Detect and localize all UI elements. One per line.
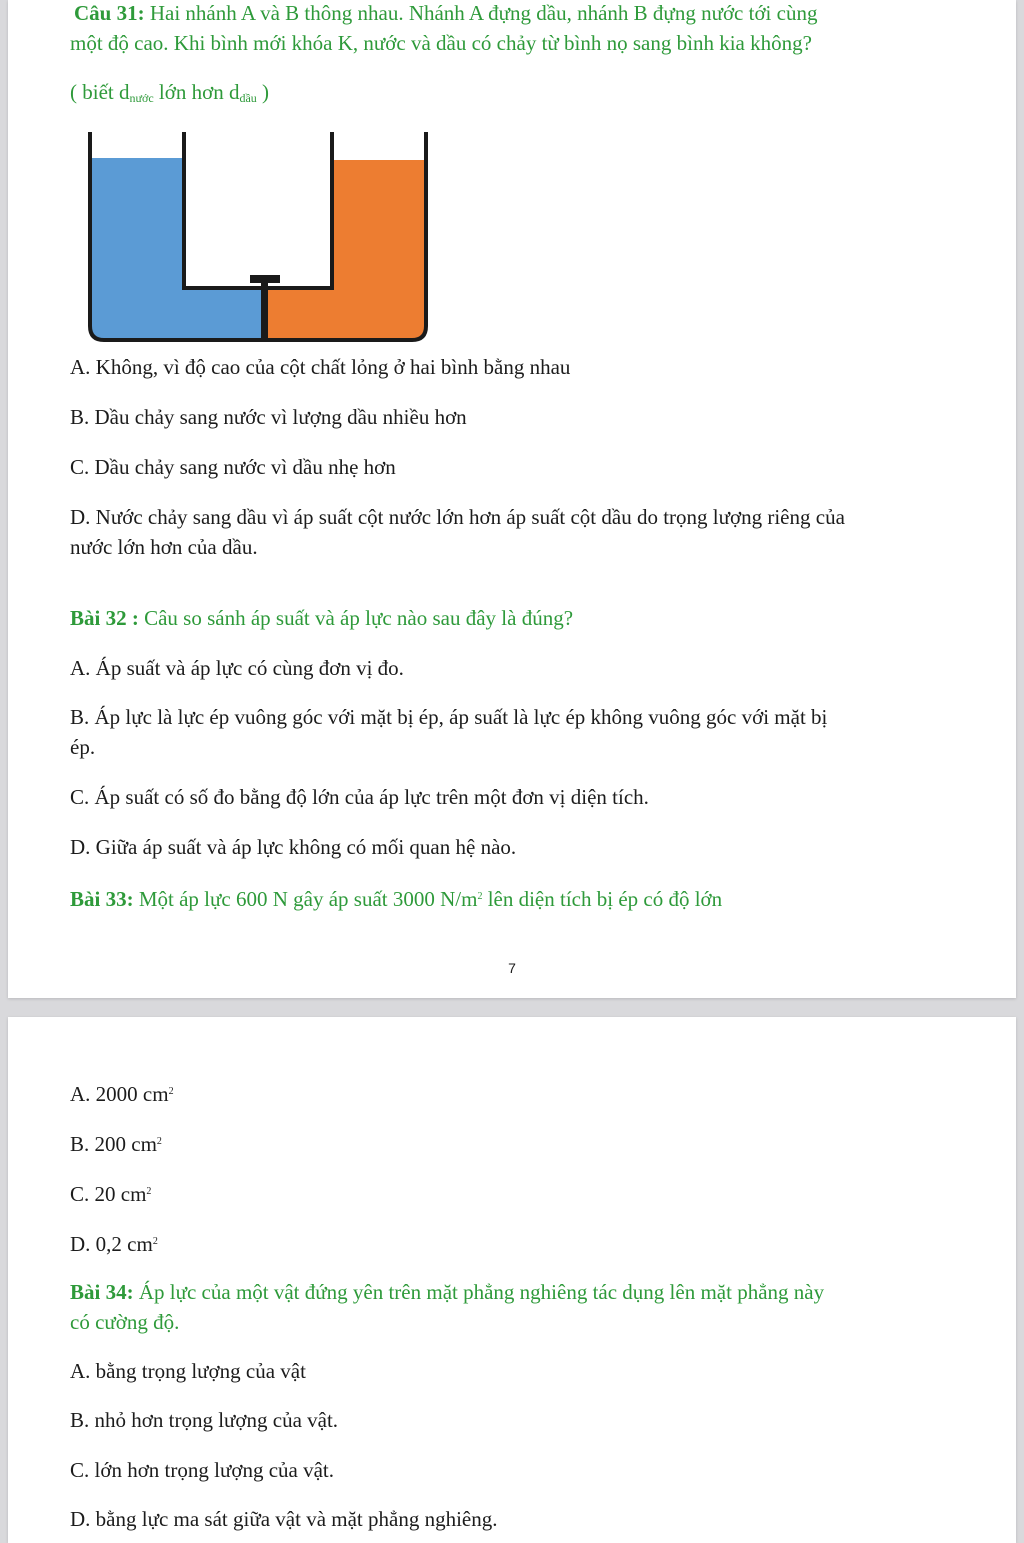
q32-label: Bài 32 : [70, 606, 139, 630]
q33-option-b [70, 1127, 162, 1159]
q33-option-d-sup: 2 [152, 1236, 158, 1247]
q34-question-line-2: có cường độ. [70, 1310, 180, 1334]
q31-hint-close: ) [256, 80, 270, 104]
q32-option-b-line-2: ép. [70, 735, 96, 759]
q31-line-2: một độ cao. Khi bình mới khóa K, nước và dầu có chảy từ bình nọ sang bình kia không? [70, 31, 812, 55]
q33-option-a-sup: 2 [168, 1086, 174, 1097]
q32-option-d: D. Giữa áp suất và áp lực không có mối quan hệ nào. [70, 835, 517, 859]
q32-option-a: A. Áp suất và áp lực có cùng đơn vị đo. [70, 656, 404, 680]
q34-label: Bài 34: [70, 1280, 134, 1304]
q34-option-a: A. bằng trọng lượng của vật [70, 1359, 306, 1383]
q33-text-sup: 2 [477, 891, 483, 902]
q31-hint-mid: lớn hơn d [153, 80, 240, 104]
q33-option-c-value: C. 20 cm [70, 1182, 147, 1206]
valve-k-handle [250, 275, 280, 283]
q31-option-d-line-2: nước lớn hơn của dầu. [70, 535, 258, 559]
right-liquid [264, 160, 426, 340]
communicating-vessels-figure [86, 128, 436, 344]
q33-option-d [70, 1227, 158, 1259]
q33-option-a-value: A. 2000 cm [70, 1082, 169, 1106]
q33-option-a [70, 1077, 174, 1109]
q33-question [70, 882, 722, 914]
q31-hint [70, 77, 269, 113]
q33-option-c [70, 1177, 151, 1209]
q32-text: Câu so sánh áp suất và áp lực nào sau đây là đúng? [138, 606, 574, 630]
q32-option-b-line-1: B. Áp lực là lực ép vuông góc với mặt bị ép, áp suất là lực ép không vuông góc với mặt bị [70, 705, 828, 729]
q33-text-pre: Một áp lực 600 N gây áp suất 3000 N/m [133, 887, 478, 911]
q31-label: Câu 31: [74, 1, 145, 25]
document-page-2 [8, 1017, 1016, 1543]
q34-option-b: B. nhỏ hơn trọng lượng của vật. [70, 1408, 339, 1432]
q31-text-1: Hai nhánh A và B thông nhau. Nhánh A đựng dầu, nhánh B đựng nước tới cùng [144, 1, 818, 25]
q34-option-c: C. lớn hơn trọng lượng của vật. [70, 1458, 334, 1482]
q31-hint-open: ( biết d [70, 80, 130, 104]
q32-option-c: C. Áp suất có số đo bằng độ lớn của áp lực trên một đơn vị diện tích. [70, 785, 649, 809]
q34-text-1: Áp lực của một vật đứng yên trên mặt phẳng nghiêng tác dụng lên mặt phẳng này [133, 1280, 825, 1304]
q32-question [70, 603, 573, 633]
q31-hint-sub-oil: dầu [239, 91, 257, 105]
q33-label: Bài 33: [70, 887, 134, 911]
q31-hint-sub-water: nước [129, 91, 154, 105]
document-page-1 [8, 0, 1016, 998]
q33-text-post: lên diện tích bị ép có độ lớn [482, 887, 723, 911]
q33-option-d-value: D. 0,2 cm [70, 1232, 153, 1256]
q33-option-b-value: B. 200 cm [70, 1132, 157, 1156]
q31-line-1 [74, 0, 817, 28]
valve-k-stem [261, 278, 268, 342]
q31-option-a: A. Không, vì độ cao của cột chất lỏng ở hai bình bằng nhau [70, 355, 571, 379]
q31-option-c: C. Dầu chảy sang nước vì dầu nhẹ hơn [70, 455, 396, 479]
left-liquid [90, 158, 264, 340]
q33-option-b-sup: 2 [156, 1136, 162, 1147]
page-number: 7 [508, 960, 516, 976]
q31-option-d-line-1: D. Nước chảy sang dầu vì áp suất cột nước lớn hơn áp suất cột dầu do trọng lượng riêng của [70, 505, 845, 529]
q31-option-b: B. Dầu chảy sang nước vì lượng dầu nhiều hơn [70, 405, 467, 429]
q33-option-c-sup: 2 [146, 1186, 152, 1197]
q34-question-line-1 [70, 1277, 824, 1307]
q34-option-d: D. bằng lực ma sát giữa vật và mặt phẳng nghiêng. [70, 1507, 498, 1531]
